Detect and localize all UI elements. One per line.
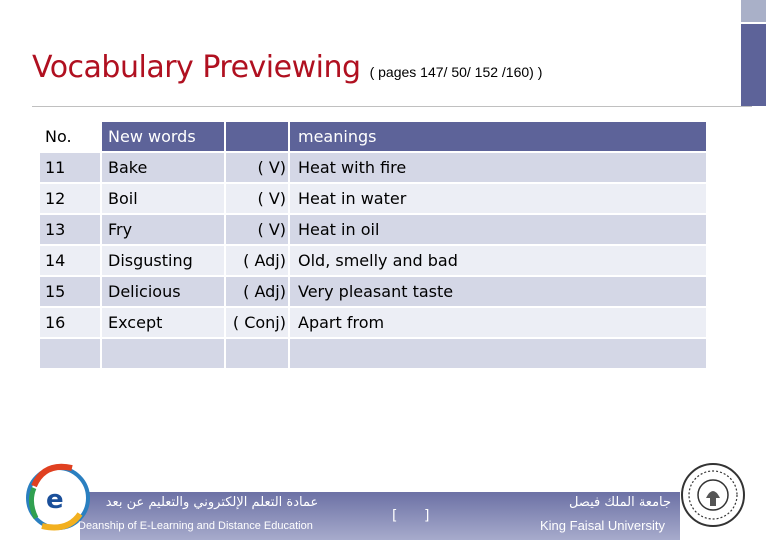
row-number: 13 [40, 215, 100, 244]
row-meaning: Very pleasant taste [290, 277, 706, 306]
row-part-of-speech: ( V) [226, 215, 288, 244]
slide-title [32, 50, 542, 85]
corner-accent-light [741, 0, 766, 22]
corner-accent-bar [741, 24, 766, 106]
row-meaning: Old, smelly and bad [290, 246, 706, 275]
deanship-name-arabic: عمادة التعلم الإلكتروني والتعليم عن بعد [105, 495, 319, 510]
row-part-of-speech: ( V) [226, 153, 288, 182]
row-meaning: Heat in water [290, 184, 706, 213]
header-pos [226, 122, 288, 151]
svg-text:e: e [46, 485, 64, 515]
row-part-of-speech: ( Adj) [226, 246, 288, 275]
slide-title-main: Vocabulary Previewing [32, 50, 361, 85]
row-number: 16 [40, 308, 100, 337]
row-word: Except [102, 308, 224, 337]
row-number: 14 [40, 246, 100, 275]
row-number: 15 [40, 277, 100, 306]
row-part-of-speech: ( V) [226, 184, 288, 213]
row-word: Bake [102, 153, 224, 182]
table-row [40, 215, 706, 244]
university-name-english: King Faisal University [540, 518, 665, 533]
row-meaning: Apart from [290, 308, 706, 337]
row-meaning [290, 339, 706, 368]
header-new-words: New words [102, 122, 224, 151]
row-word: Delicious [102, 277, 224, 306]
university-name-arabic: جامعة الملك فيصل [568, 495, 672, 510]
table-header-row [40, 122, 706, 151]
footer-bracket-right: ] [424, 508, 430, 524]
row-number [40, 339, 100, 368]
row-meaning: Heat with fire [290, 153, 706, 182]
slide-title-pages: ( pages 147/ 50/ 152 /160) ) [369, 64, 543, 80]
row-part-of-speech [226, 339, 288, 368]
row-word: Fry [102, 215, 224, 244]
table-row [40, 184, 706, 213]
row-part-of-speech: ( Adj) [226, 277, 288, 306]
footer-bracket-left: [ [392, 508, 398, 524]
table-row [40, 308, 706, 337]
row-word [102, 339, 224, 368]
header-meanings: meanings [290, 122, 706, 151]
row-word: Boil [102, 184, 224, 213]
deanship-name-english: Deanship of E-Learning and Distance Education [78, 520, 313, 532]
row-number: 11 [40, 153, 100, 182]
university-seal-icon [680, 460, 746, 530]
header-no: No. [40, 122, 100, 151]
row-meaning: Heat in oil [290, 215, 706, 244]
table-row [40, 339, 706, 368]
vocabulary-table [38, 120, 708, 370]
table-row [40, 153, 706, 182]
row-number: 12 [40, 184, 100, 213]
title-divider [32, 106, 752, 107]
row-word: Disgusting [102, 246, 224, 275]
table-row [40, 277, 706, 306]
row-part-of-speech: ( Conj) [226, 308, 288, 337]
table-row [40, 246, 706, 275]
